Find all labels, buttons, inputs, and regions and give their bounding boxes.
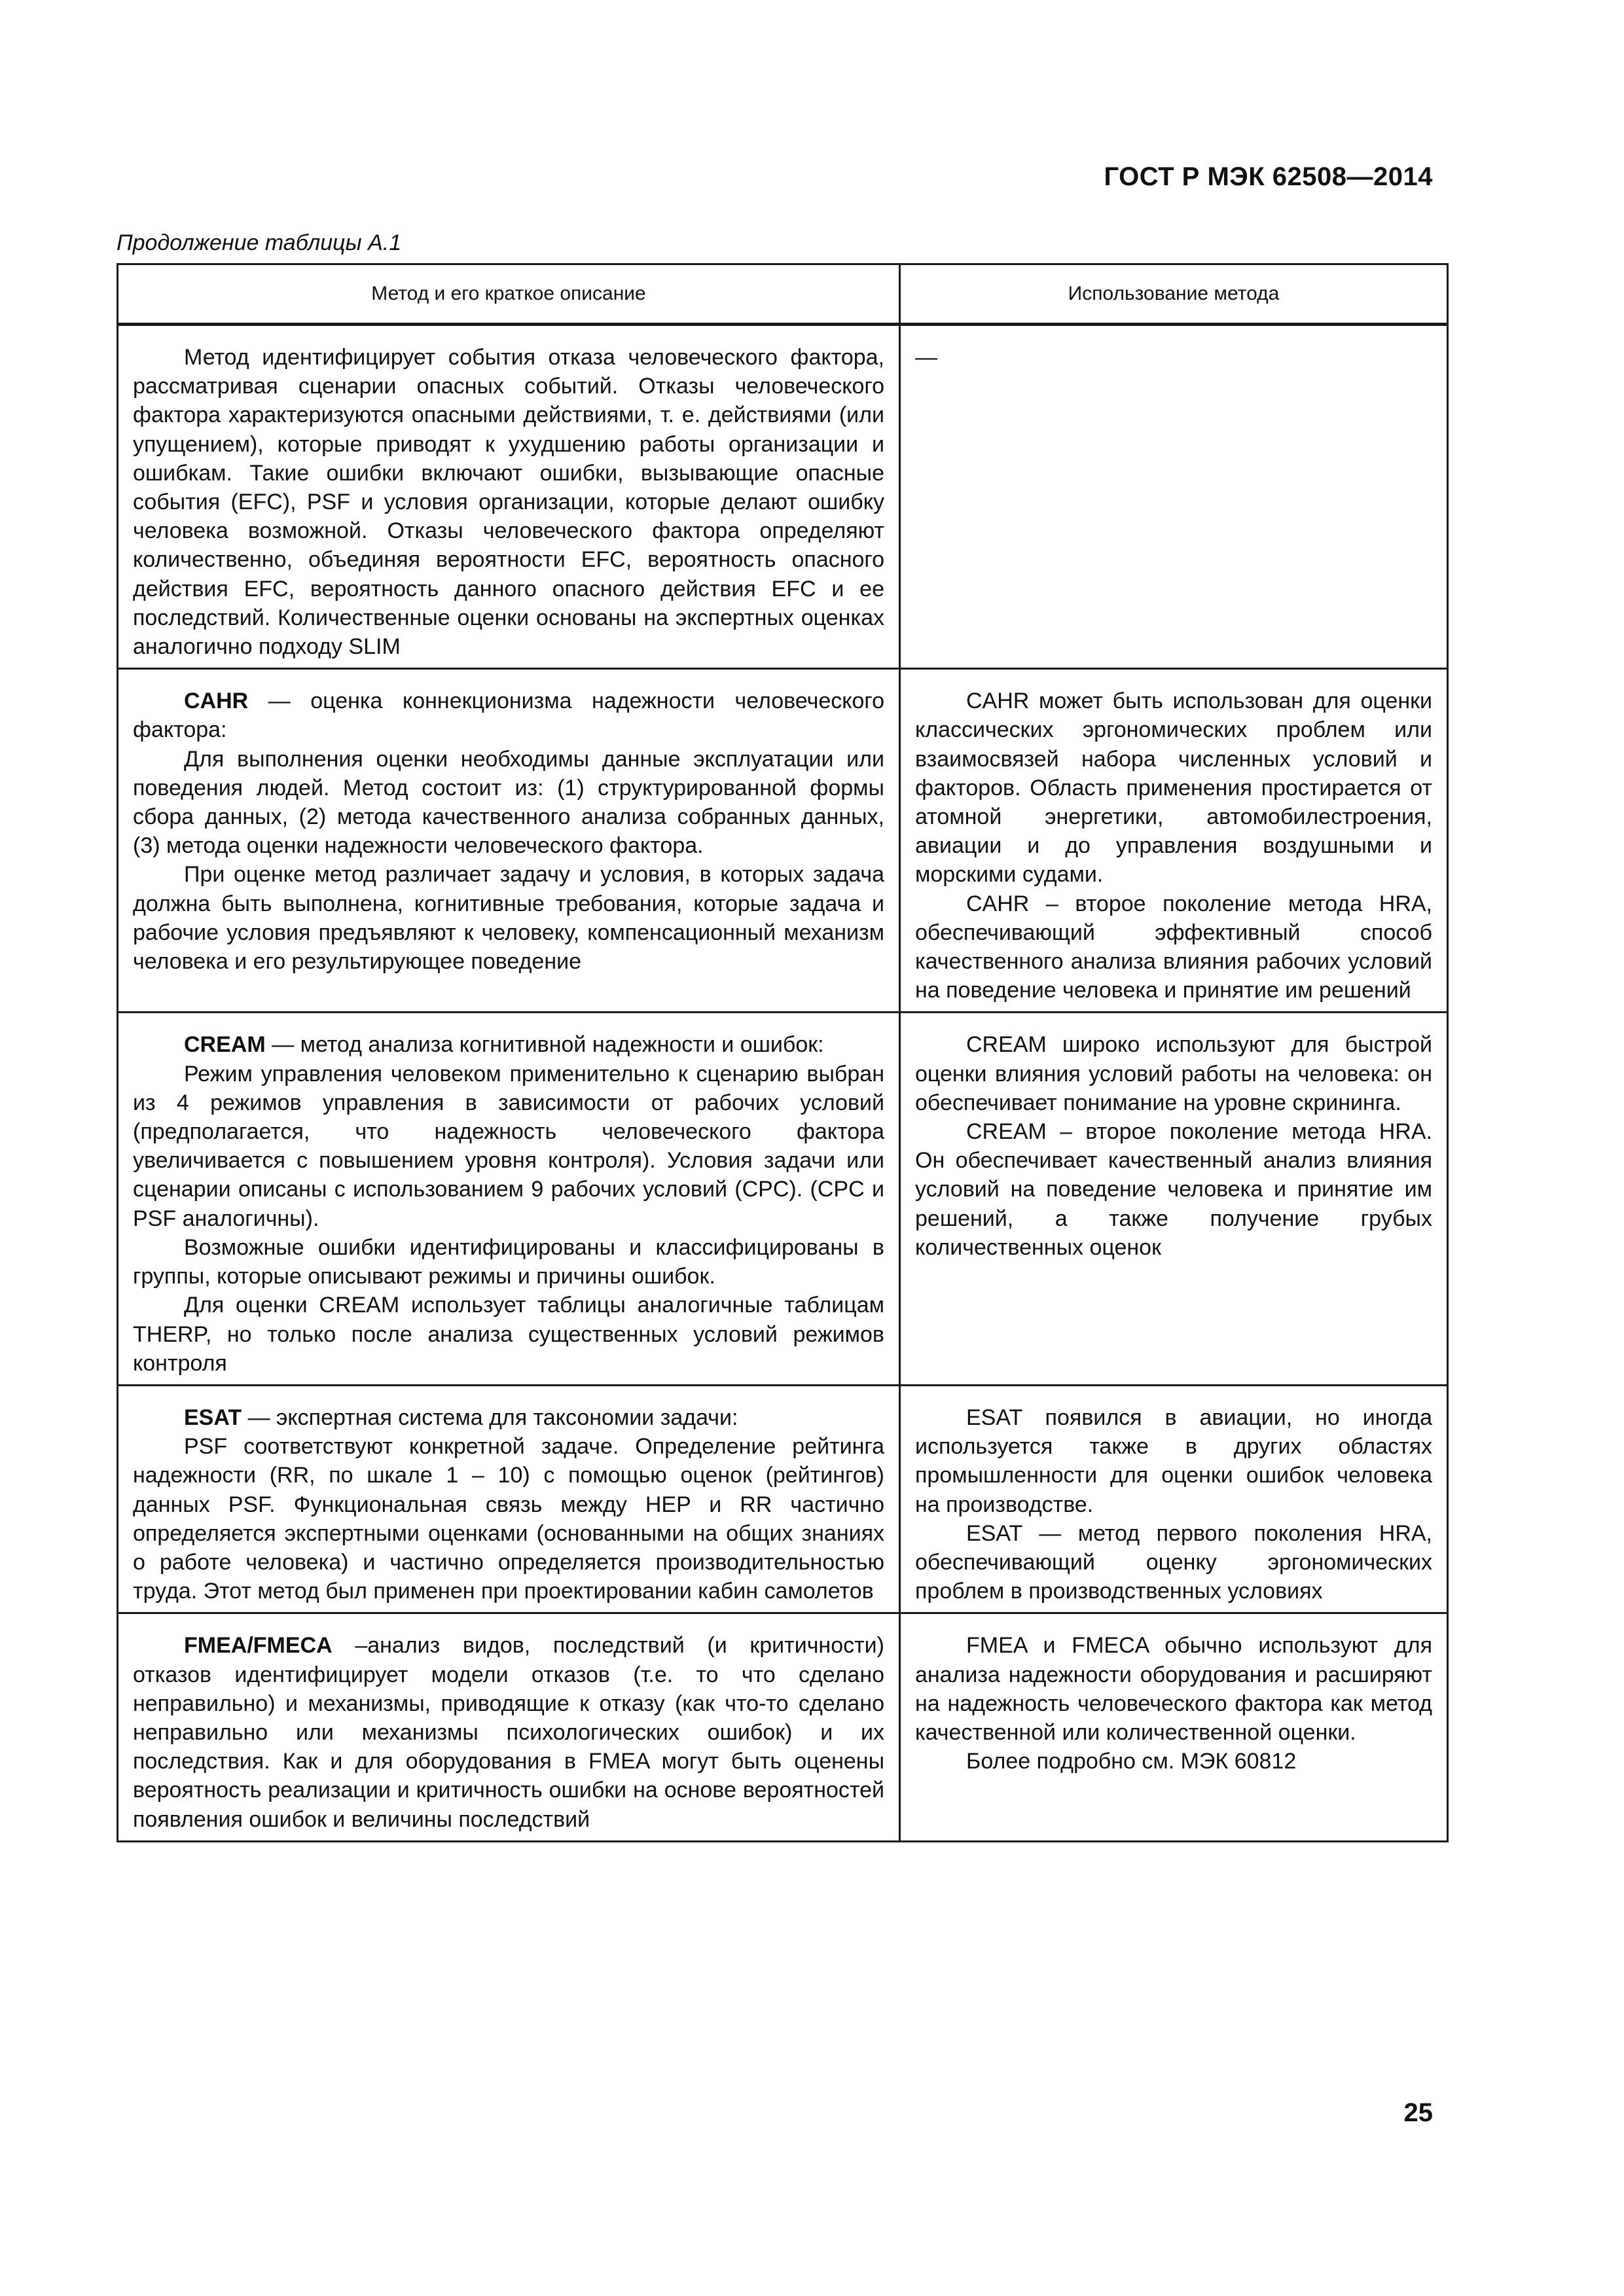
usage-paragraph: CAHR – второе поколение метода HRA, обеспечивающий эффективный способ качественного анализа влияния рабочих условий на поведение человека и принятие им решений <box>915 891 1432 1003</box>
table-row <box>118 1385 1448 1613</box>
method-text: PSF соответствуют конкретной задаче. Определение рейтинга надежности (RR, по шкале 1 – 10) с помощью оценок (рейтингов) данных PSF. Функциональная связь между HEP и RR частично определяется экспертными оценками (основанными на общих знаниях о работе человека) и частично определяется производительностью труда. Этот метод был применен при проектировании кабин самолетов <box>133 1434 884 1604</box>
method-description-cell <box>118 1385 900 1613</box>
description-paragraph <box>133 1631 884 1833</box>
usage-paragraph: ESAT — метод первого поколения HRA, обеспечивающий оценку эргономических проблем в производственных условиях <box>915 1520 1432 1604</box>
method-description-cell <box>118 1013 900 1385</box>
method-description-cell <box>118 1613 900 1841</box>
method-text: –анализ видов, последствий (и критичности) отказов идентифицирует модели отказов (т.е. то что сделано неправильно) и механизмы, приводящие к отказу (как что-то сделано неправильно или механизмы психологических ошибок) и их последствия. Как и для оборудования в FMEA могут быть оценены вероятность реализации и критичность ошибки на основе вероятностей появления ошибок и величины последствий <box>133 1633 884 1832</box>
method-description-cell <box>118 669 900 1013</box>
table-caption: Продолжение таблицы А.1 <box>117 230 402 255</box>
method-term: CREAM <box>184 1032 266 1058</box>
method-term: ESAT <box>184 1405 242 1430</box>
description-paragraph <box>133 1233 884 1291</box>
method-text: При оценке метод различает задачу и условия, в которых задача должна быть выполнена, когнитивные требования, которые задача и рабочие условия предъявляют к человеку, компенсационный механизм человека и его результирующее поведение <box>133 862 884 975</box>
usage-paragraph: CREAM широко используют для быстрой оценки влияния условий работы на человека: он обеспечивает понимание на уровне скрининга. <box>915 1032 1432 1115</box>
usage-paragraph: CAHR может быть использован для оценки классических эргономических проблем или взаимосвязей набора численных условий и факторов. Область применения простирается от атомной энергетики, автомобилестроения, авиации и до управления воздушными и морскими судами. <box>915 689 1432 888</box>
method-text: Для оценки CREAM использует таблицы аналогичные таблицам THERP, но только после анализа существенных условий режимов контроля <box>133 1293 884 1376</box>
method-text: — метод анализа когнитивной надежности и ошибок: <box>265 1032 824 1058</box>
method-description-cell <box>118 325 900 669</box>
description-paragraph <box>133 745 884 861</box>
column-header-method: Метод и его краткое описание <box>118 264 900 325</box>
usage-paragraph: Более подробно см. МЭК 60812 <box>966 1749 1297 1774</box>
table-row <box>118 669 1448 1013</box>
description-paragraph <box>133 687 884 744</box>
method-text: Метод идентифицирует события отказа человеческого фактора, рассматривая сценарии опасных событий. Отказы человеческого фактора характеризуются опасными действиями, т. е. действиями (или упущением), которые приводят к ухудшению работы организации и ошибкам. Такие ошибки включают ошибки, вызывающие опасные события (EFC), PSF и условия организации, которые делают ошибку человека возможной. Отказы человеческого фактора определяют количественно, объединяя вероятности EFC, вероятность опасного действия EFC, вероятность данного опасного действия EFC и ее последствий. Количественные оценки основаны на экспертных оценках аналогично подходу SLIM <box>133 345 884 660</box>
usage-paragraph: FMEA и FMECA обычно используют для анализа надежности оборудования и расширяют на надежность человеческого фактора как метод качественной или количественной оценки. <box>915 1633 1432 1745</box>
page-number: 25 <box>1403 2098 1433 2127</box>
document-header-title: ГОСТ Р МЭК 62508—2014 <box>1104 162 1433 191</box>
description-paragraph <box>133 1291 884 1378</box>
table-row <box>118 1613 1448 1841</box>
description-paragraph <box>133 1403 884 1432</box>
table-header-row <box>118 264 1448 325</box>
usage-paragraph: ESAT появился в авиации, но иногда используется также в других областях промышленности для оценки ошибок человека на производстве. <box>915 1405 1432 1517</box>
method-usage-cell <box>900 325 1448 669</box>
method-usage-cell <box>900 1013 1448 1385</box>
method-usage-cell <box>900 1613 1448 1841</box>
description-paragraph <box>133 1030 884 1059</box>
method-usage-cell <box>900 669 1448 1013</box>
method-text: Для выполнения оценки необходимы данные эксплуатации или поведения людей. Метод состоит из: (1) структурированной формы сбора данных, (2) метода качественного анализа собранных данных, (3) метода оценки надежности человеческого фактора. <box>133 746 884 859</box>
column-header-usage: Использование метода <box>900 264 1448 325</box>
description-paragraph <box>133 1060 884 1233</box>
method-text: — оценка коннекционизма надежности человеческого фактора: <box>133 689 884 743</box>
method-usage-cell <box>900 1385 1448 1613</box>
method-text: — экспертная система для таксономии задачи: <box>242 1405 738 1430</box>
table-row <box>118 325 1448 669</box>
table-row <box>118 1013 1448 1385</box>
methods-table <box>117 263 1449 1842</box>
description-paragraph <box>133 1432 884 1605</box>
method-text: Возможные ошибки идентифицированы и классифицированы в группы, которые описывают режимы и причины ошибок. <box>133 1234 884 1289</box>
empty-dash: — <box>915 345 937 370</box>
description-paragraph <box>133 343 884 661</box>
method-text: Режим управления человеком применительно к сценарию выбран из 4 режимов управления в зависимости от рабочих условий (предполагается, что надежность человеческого фактора увеличивается с повышением уровня контроля). Условия задачи или сценарии описаны с использованием 9 рабочих условий (CPC). (CPC и PSF аналогичны). <box>133 1061 884 1231</box>
method-term: CAHR <box>184 689 249 714</box>
description-paragraph <box>133 860 884 976</box>
usage-paragraph: CREAM – второе поколение метода HRA. Он обеспечивает качественный анализ влияния условий на поведение человека и принятие им решений, а также получение грубых количественных оценок <box>915 1119 1432 1260</box>
method-term: FMEA/FMECA <box>184 1633 333 1659</box>
